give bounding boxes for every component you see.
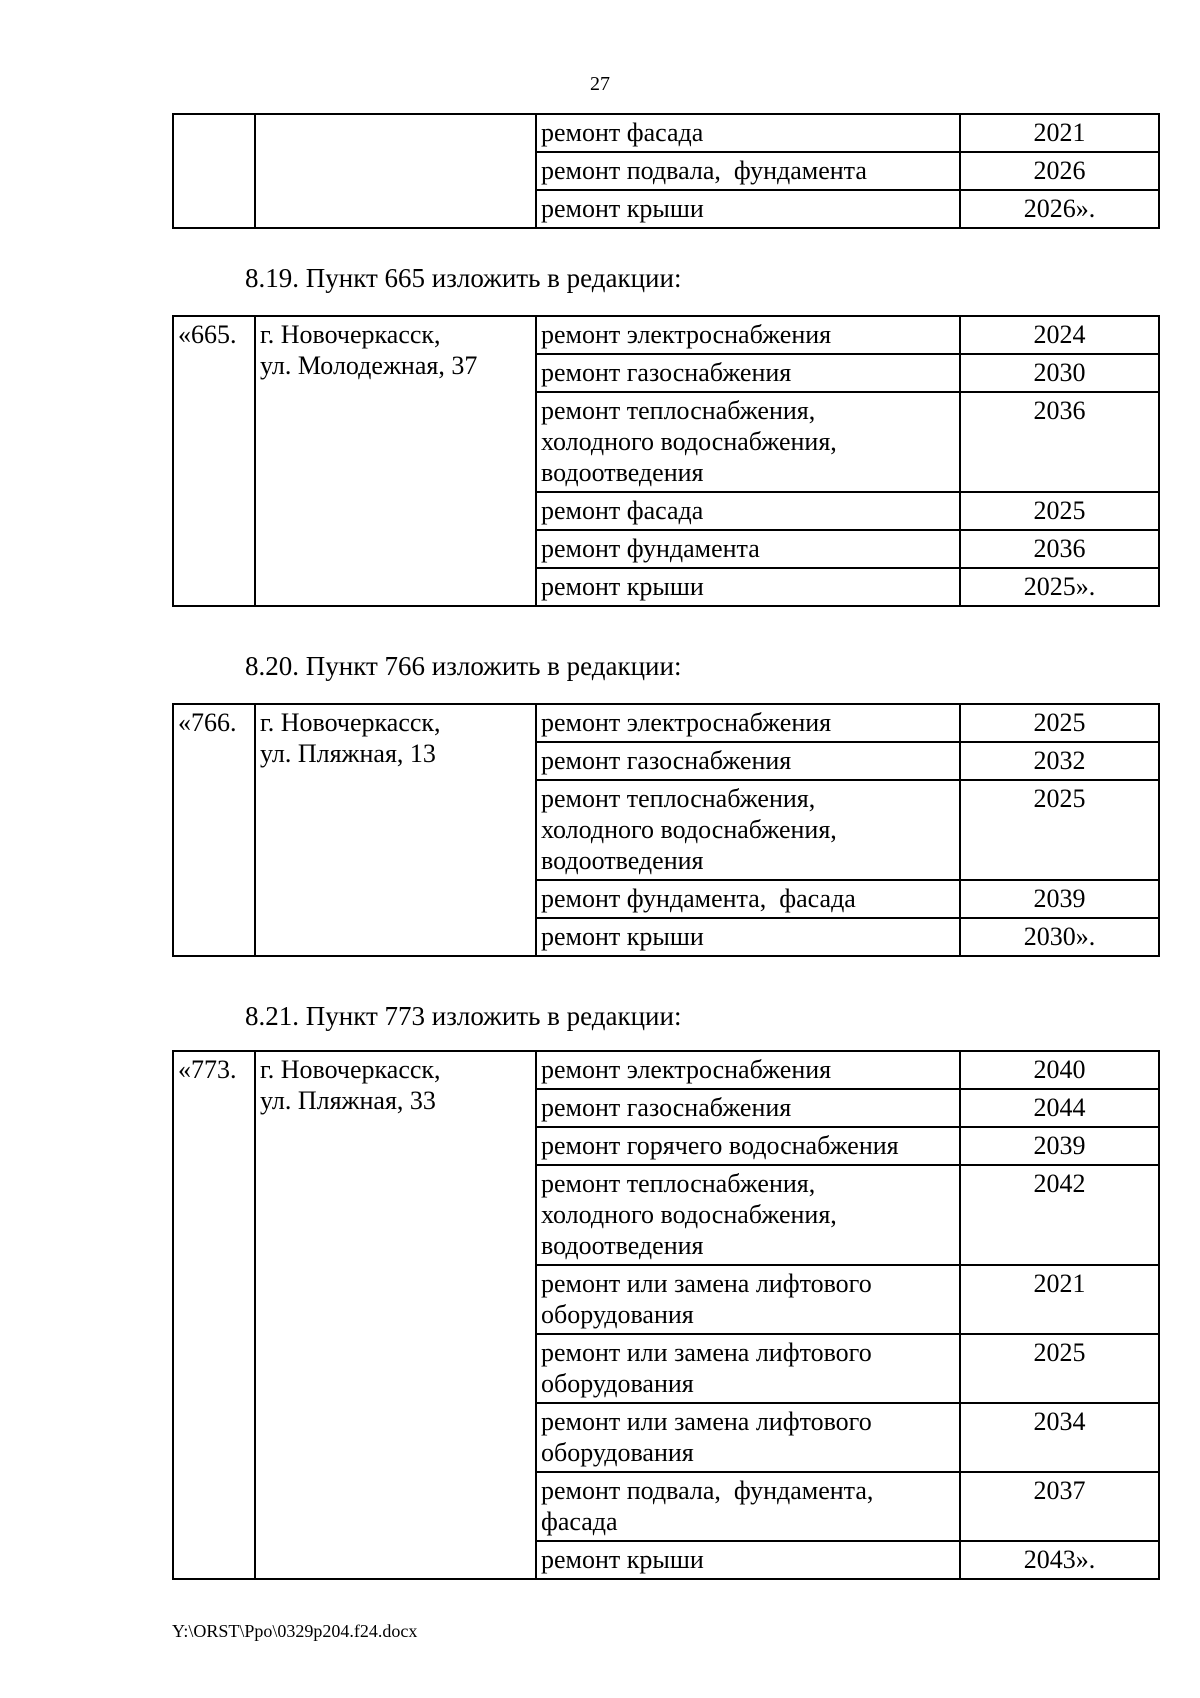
year-cell: 2021 [960,1265,1159,1334]
item-number-cell: «665. [173,316,255,606]
year-cell: 2025 [960,780,1159,880]
year-cell: 2037 [960,1472,1159,1541]
address-line: г. Новочеркасск, [260,320,441,349]
address-line: г. Новочеркасск, [260,708,441,737]
work-line: водоотведения [541,846,704,875]
address-line: ул. Молодежная, 37 [260,351,478,380]
year-cell: 2025 [960,492,1159,530]
year-cell: 2042 [960,1165,1159,1265]
year-cell: 2036 [960,530,1159,568]
work-line: водоотведения [541,1231,704,1260]
work-cell [536,780,960,880]
work-line: ремонт или замена лифтового [541,1269,872,1298]
work-line: оборудования [541,1438,694,1467]
work-cell: ремонт горячего водоснабжения [536,1127,960,1165]
table-item-773 [172,1050,1160,1580]
work-cell [536,1472,960,1541]
paragraph-8-20: 8.20. Пункт 766 изложить в редакции: [245,651,682,681]
work-line: ремонт или замена лифтового [541,1407,872,1436]
year-cell: 2044 [960,1089,1159,1127]
work-cell: ремонт фасада [536,114,960,152]
work-cell: ремонт электроснабжения [536,1051,960,1089]
table-row [173,704,1159,742]
year-cell: 2034 [960,1403,1159,1472]
year-cell: 2021 [960,114,1159,152]
page-number: 27 [590,73,610,95]
address-cell [255,316,536,606]
work-cell [536,1334,960,1403]
year-cell: 2030 [960,354,1159,392]
work-cell: ремонт фундамента, фасада [536,880,960,918]
work-cell [536,1165,960,1265]
paragraph-8-21: 8.21. Пункт 773 изложить в редакции: [245,1001,682,1031]
item-number-cell: «773. [173,1051,255,1579]
work-cell: ремонт крыши [536,190,960,228]
work-cell: ремонт фасада [536,492,960,530]
table-continuation [172,113,1160,229]
year-cell: 2036 [960,392,1159,492]
paragraph-8-19: 8.19. Пункт 665 изложить в редакции: [245,263,682,293]
work-cell: ремонт крыши [536,568,960,606]
work-cell: ремонт газоснабжения [536,1089,960,1127]
work-line: ремонт теплоснабжения, [541,784,816,813]
work-cell: ремонт газоснабжения [536,354,960,392]
work-line: оборудования [541,1300,694,1329]
work-line: фасада [541,1507,618,1536]
work-cell: ремонт электроснабжения [536,316,960,354]
work-cell: ремонт электроснабжения [536,704,960,742]
work-line: холодного водоснабжения, [541,1200,837,1229]
work-line: водоотведения [541,458,704,487]
year-cell: 2026». [960,190,1159,228]
year-cell: 2039 [960,1127,1159,1165]
work-cell: ремонт газоснабжения [536,742,960,780]
year-cell: 2030». [960,918,1159,956]
work-cell [536,392,960,492]
work-line: холодного водоснабжения, [541,427,837,456]
address-line: ул. Пляжная, 13 [260,739,436,768]
footer-file-path: Y:\ORST\Ppo\0329p204.f24.docx [172,1621,418,1641]
work-cell: ремонт подвала, фундамента [536,152,960,190]
year-cell: 2040 [960,1051,1159,1089]
work-line: ремонт или замена лифтового [541,1338,872,1367]
work-cell: ремонт фундамента [536,530,960,568]
year-cell: 2025 [960,1334,1159,1403]
year-cell: 2026 [960,152,1159,190]
work-cell [536,1403,960,1472]
item-number-cell: «766. [173,704,255,956]
work-line: ремонт теплоснабжения, [541,396,816,425]
work-cell: ремонт крыши [536,1541,960,1579]
table-item-766 [172,703,1160,957]
year-cell: 2032 [960,742,1159,780]
table-row [173,1051,1159,1089]
year-cell: 2043». [960,1541,1159,1579]
work-line: ремонт теплоснабжения, [541,1169,816,1198]
work-line: холодного водоснабжения, [541,815,837,844]
work-line: оборудования [541,1369,694,1398]
address-line: г. Новочеркасск, [260,1055,441,1084]
address-cell [255,704,536,956]
table-item-665 [172,315,1160,607]
table-row [173,316,1159,354]
table-row [173,114,1159,152]
address-cell [255,1051,536,1579]
year-cell: 2025». [960,568,1159,606]
address-cell [255,114,536,228]
item-number-cell [173,114,255,228]
year-cell: 2024 [960,316,1159,354]
work-cell: ремонт крыши [536,918,960,956]
year-cell: 2039 [960,880,1159,918]
work-line: ремонт подвала, фундамента, [541,1476,874,1505]
year-cell: 2025 [960,704,1159,742]
work-cell [536,1265,960,1334]
address-line: ул. Пляжная, 33 [260,1086,436,1115]
